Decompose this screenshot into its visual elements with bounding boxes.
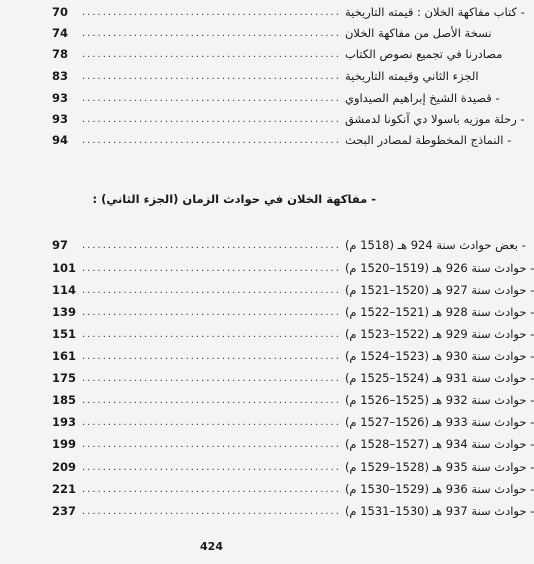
toc-title: - حوادث سنة 934 هـ (1527–1528 م) xyxy=(344,437,534,451)
dot-leader: .................................................. xyxy=(82,328,341,340)
dot-leader: .................................................. xyxy=(82,284,341,296)
toc-page-number: 97 xyxy=(52,238,69,252)
dot-leader: .................................................. xyxy=(82,70,341,82)
toc-entry xyxy=(52,347,534,365)
toc-entry xyxy=(52,325,534,343)
toc-entry xyxy=(52,458,534,476)
toc-entry xyxy=(52,89,500,107)
toc-title: - حوادث سنة 936 هـ (1529–1530 م) xyxy=(344,482,534,496)
toc-entry xyxy=(52,45,503,63)
toc-title: - حوادث سنة 935 هـ (1528–1529 م) xyxy=(344,460,534,474)
dot-leader: .................................................. xyxy=(82,27,341,39)
toc-entry xyxy=(52,3,525,21)
toc-entry xyxy=(52,110,525,128)
toc-title: مصادرنا في تجميع نصوص الكتاب xyxy=(344,47,503,61)
toc-entry xyxy=(52,24,492,42)
dot-leader: .................................................. xyxy=(82,113,341,125)
toc-entry xyxy=(52,131,512,149)
toc-title: - حوادث سنة 931 هـ (1524–1525 م) xyxy=(344,371,534,385)
toc-page-number: 70 xyxy=(52,5,69,19)
toc-page-number: 78 xyxy=(52,47,69,61)
dot-leader: .................................................. xyxy=(82,416,341,428)
toc-title: الجزء الثاني وقيمته التاريخية xyxy=(344,69,479,83)
toc-title: - قصيدة الشيخ إبراهيم الصيداوي xyxy=(344,91,500,105)
dot-leader: .................................................. xyxy=(82,483,341,495)
toc-title: - النماذج المخطوطة لمصادر البحث xyxy=(344,133,512,147)
toc-title: نسخة الأصل من مفاكهة الخلان xyxy=(344,26,492,40)
toc-page-number: 221 xyxy=(52,482,77,496)
dot-leader: .................................................. xyxy=(82,134,341,146)
toc-page-number: 175 xyxy=(52,371,77,385)
toc-title: - حوادث سنة 930 هـ (1523–1524 م) xyxy=(344,349,534,363)
toc-entry xyxy=(52,480,534,498)
toc-title: - رحلة موزيه باسولا دي آنكونا لدمشق xyxy=(344,112,525,126)
toc-title: - حوادث سنة 932 هـ (1525–1526 م) xyxy=(344,393,534,407)
dot-leader: .................................................. xyxy=(82,461,341,473)
toc-page-number: 193 xyxy=(52,415,77,429)
toc-page-number: 101 xyxy=(52,261,77,275)
toc-page-number: 185 xyxy=(52,393,77,407)
toc-page-number: 139 xyxy=(52,305,77,319)
toc-title: - كتاب مفاكهة الخلان : قيمته التاريخية xyxy=(344,5,525,19)
dot-leader: .................................................. xyxy=(82,372,341,384)
toc-page-number: 237 xyxy=(52,504,77,518)
toc-title: - حوادث سنة 937 هـ (1530–1531 م) xyxy=(344,504,534,518)
dot-leader: .................................................. xyxy=(82,6,341,18)
page-number: 424 xyxy=(200,540,223,553)
toc-entry xyxy=(52,413,534,431)
toc-page-number: 151 xyxy=(52,327,77,341)
toc-entry xyxy=(52,281,534,299)
toc-title: - حوادث سنة 928 هـ (1521–1522 م) xyxy=(344,305,534,319)
dot-leader: .................................................. xyxy=(82,394,341,406)
dot-leader: .................................................. xyxy=(82,262,341,274)
toc-page-number: 161 xyxy=(52,349,77,363)
dot-leader: .................................................. xyxy=(82,350,341,362)
toc-entry xyxy=(52,502,534,520)
toc-entry xyxy=(52,259,534,277)
toc-title: - حوادث سنة 929 هـ (1522–1523 م) xyxy=(344,327,534,341)
dot-leader: .................................................. xyxy=(82,438,341,450)
toc-title: - حوادث سنة 926 هـ (1519–1520 م) xyxy=(344,261,534,275)
toc-entry xyxy=(52,236,526,254)
toc-page-number: 93 xyxy=(52,112,69,126)
toc-entry xyxy=(52,435,534,453)
section-heading: - مفاكهة الخلان في حوادث الزمان (الجزء الثاني) : xyxy=(92,192,376,206)
toc-page-number: 94 xyxy=(52,133,69,147)
toc-page-number: 199 xyxy=(52,437,77,451)
toc-title: - حوادث سنة 927 هـ (1520–1521 م) xyxy=(344,283,534,297)
toc-entry xyxy=(52,369,534,387)
dot-leader: .................................................. xyxy=(82,48,341,60)
toc-page-number: 114 xyxy=(52,283,77,297)
toc-page-number: 93 xyxy=(52,91,69,105)
toc-page-number: 209 xyxy=(52,460,77,474)
dot-leader: .................................................. xyxy=(82,92,341,104)
toc-entry xyxy=(52,303,534,321)
toc-title: - بعض حوادث سنة 924 هـ (1518 م) xyxy=(344,238,526,252)
toc-page-number: 83 xyxy=(52,69,69,83)
toc-entry xyxy=(52,391,534,409)
dot-leader: .................................................. xyxy=(82,239,341,251)
dot-leader: .................................................. xyxy=(82,306,341,318)
toc-title: - حوادث سنة 933 هـ (1526–1527 م) xyxy=(344,415,534,429)
toc-page-number: 74 xyxy=(52,26,69,40)
toc-entry xyxy=(52,67,479,85)
dot-leader: .................................................. xyxy=(82,505,341,517)
